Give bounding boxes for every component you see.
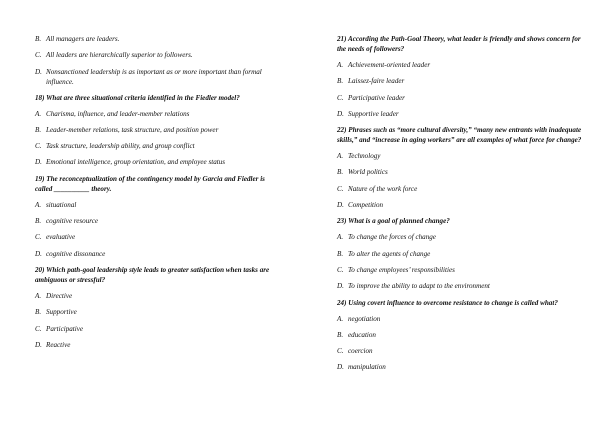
option-17c [35, 50, 281, 60]
option-21d [337, 109, 583, 119]
option-text: cognitive resource [46, 217, 99, 226]
option-19c [35, 232, 281, 242]
question-21 [337, 34, 583, 54]
option-18b [35, 125, 281, 135]
option-text: Competition [348, 201, 384, 210]
question-20 [35, 265, 281, 285]
option-text: Leader-member relations, task structure, and position power [46, 125, 219, 134]
option-letter: C. [35, 324, 42, 333]
option-22b [337, 167, 583, 177]
option-17b [35, 34, 281, 44]
option-letter: A. [35, 109, 42, 118]
option-letter: B. [35, 308, 42, 317]
option-24b [337, 330, 583, 340]
option-22c [337, 184, 583, 194]
option-letter: B. [35, 125, 42, 134]
option-letter: A. [337, 314, 344, 323]
option-letter: B. [337, 168, 344, 177]
question-text: 21) According the Path-Goal Theory, what leader is friendly and shows concern for the needs of followers? [337, 35, 581, 53]
question-18 [35, 93, 281, 103]
option-text: To improve the ability to adapt to the environment [348, 282, 490, 291]
option-text: education [348, 330, 376, 339]
question-text: 19) The reconceptualization of the contingency model by Garcia and Fiedler is called __________ theory. [35, 174, 265, 193]
option-text: manipulation [348, 363, 386, 372]
option-letter: D. [337, 201, 344, 210]
option-text: Laissez-faire leader [348, 77, 405, 86]
option-text: Technology [348, 152, 381, 161]
option-18c [35, 141, 281, 151]
option-23d [337, 281, 583, 291]
option-letter: D. [337, 363, 344, 372]
option-text: situational [46, 200, 77, 209]
option-letter: C. [35, 51, 42, 60]
option-letter: B. [337, 249, 344, 258]
option-text: All leaders are hierarchically superior to followers. [46, 51, 193, 60]
option-letter: B. [35, 35, 42, 43]
option-23c [337, 265, 583, 275]
option-20c [35, 324, 281, 334]
option-letter: A. [35, 291, 42, 300]
option-letter: D. [337, 109, 344, 118]
option-19d [35, 249, 281, 259]
option-18a [35, 109, 281, 119]
option-letter: A. [337, 61, 344, 69]
option-letter: C. [35, 142, 42, 151]
option-letter: A. [337, 152, 344, 161]
question-19 [35, 174, 281, 194]
option-letter: D. [35, 249, 42, 258]
option-letter: C. [337, 184, 344, 193]
option-letter: C. [337, 93, 344, 102]
option-text: negotiation [348, 314, 381, 323]
option-letter: C. [337, 265, 344, 274]
option-text: evaluative [46, 233, 76, 242]
option-text: Reactive [46, 340, 71, 349]
option-letter: D. [35, 340, 42, 349]
question-23 [337, 216, 583, 226]
option-text: Directive [46, 291, 73, 300]
option-letter: B. [337, 330, 344, 339]
option-text: To change employees’ responsibilities [348, 265, 455, 274]
question-text: 20) Which path-goal leadership style leads to greater satisfaction when tasks are ambiguous or stressful? [35, 265, 270, 284]
option-text: All managers are leaders. [46, 35, 120, 43]
left-column [35, 34, 281, 356]
option-24d [337, 362, 583, 372]
option-letter: B. [35, 217, 42, 226]
option-letter: A. [35, 200, 42, 209]
option-letter: C. [337, 347, 344, 356]
option-23b [337, 249, 583, 259]
option-22d [337, 200, 583, 210]
option-23a [337, 232, 583, 242]
option-text: Nature of the work force [348, 184, 418, 193]
option-text: Achievement-oriented leader [348, 61, 431, 69]
option-text: Participative leader [348, 93, 405, 102]
option-letter: B. [337, 77, 344, 86]
option-19a [35, 200, 281, 210]
option-letter: D. [35, 67, 42, 76]
option-text: Emotional intelligence, group orientation, and employee status [46, 158, 226, 167]
option-text: Supportive leader [348, 109, 399, 118]
option-19b [35, 216, 281, 226]
question-text: 22) Phrases such as “more cultural diversity,” “many new entrants with inadequate skills,” and “increase in aging workers” are all examples of what force for change? [337, 126, 582, 145]
option-text: Charisma, influence, and leader-member relations [46, 109, 190, 118]
option-text: Supportive [46, 308, 77, 317]
option-21b [337, 76, 583, 86]
option-letter: D. [35, 158, 42, 167]
option-20d [35, 340, 281, 350]
option-text: Participative [46, 324, 84, 333]
option-20b [35, 307, 281, 317]
right-column [337, 34, 583, 379]
option-text: To alter the agents of change [348, 249, 431, 258]
option-24a [337, 314, 583, 324]
option-text: World politics [348, 168, 388, 177]
option-20a [35, 291, 281, 301]
option-21a [337, 60, 583, 70]
option-22a [337, 151, 583, 161]
question-text: 18) What are three situational criteria identified in the Fiedler model? [35, 93, 240, 102]
option-18d [35, 157, 281, 167]
question-text: 24) Using covert influence to overcome resistance to change is called what? [337, 298, 558, 307]
question-24 [337, 298, 583, 308]
option-text: Task structure, leadership ability, and group conflict [46, 142, 195, 151]
option-text: cognitive dissonance [46, 249, 106, 258]
question-22 [337, 125, 583, 145]
option-text: coercion [348, 347, 373, 356]
option-21c [337, 93, 583, 103]
question-text: 23) What is a goal of planned change? [337, 217, 450, 226]
option-text: Nonsanctioned leadership is as important as or more important than formal influence. [46, 67, 262, 86]
option-24c [337, 346, 583, 356]
option-text: To change the forces of change [348, 233, 436, 242]
option-letter: A. [337, 233, 344, 242]
option-17d [35, 67, 281, 87]
option-letter: D. [337, 282, 344, 291]
option-letter: C. [35, 233, 42, 242]
